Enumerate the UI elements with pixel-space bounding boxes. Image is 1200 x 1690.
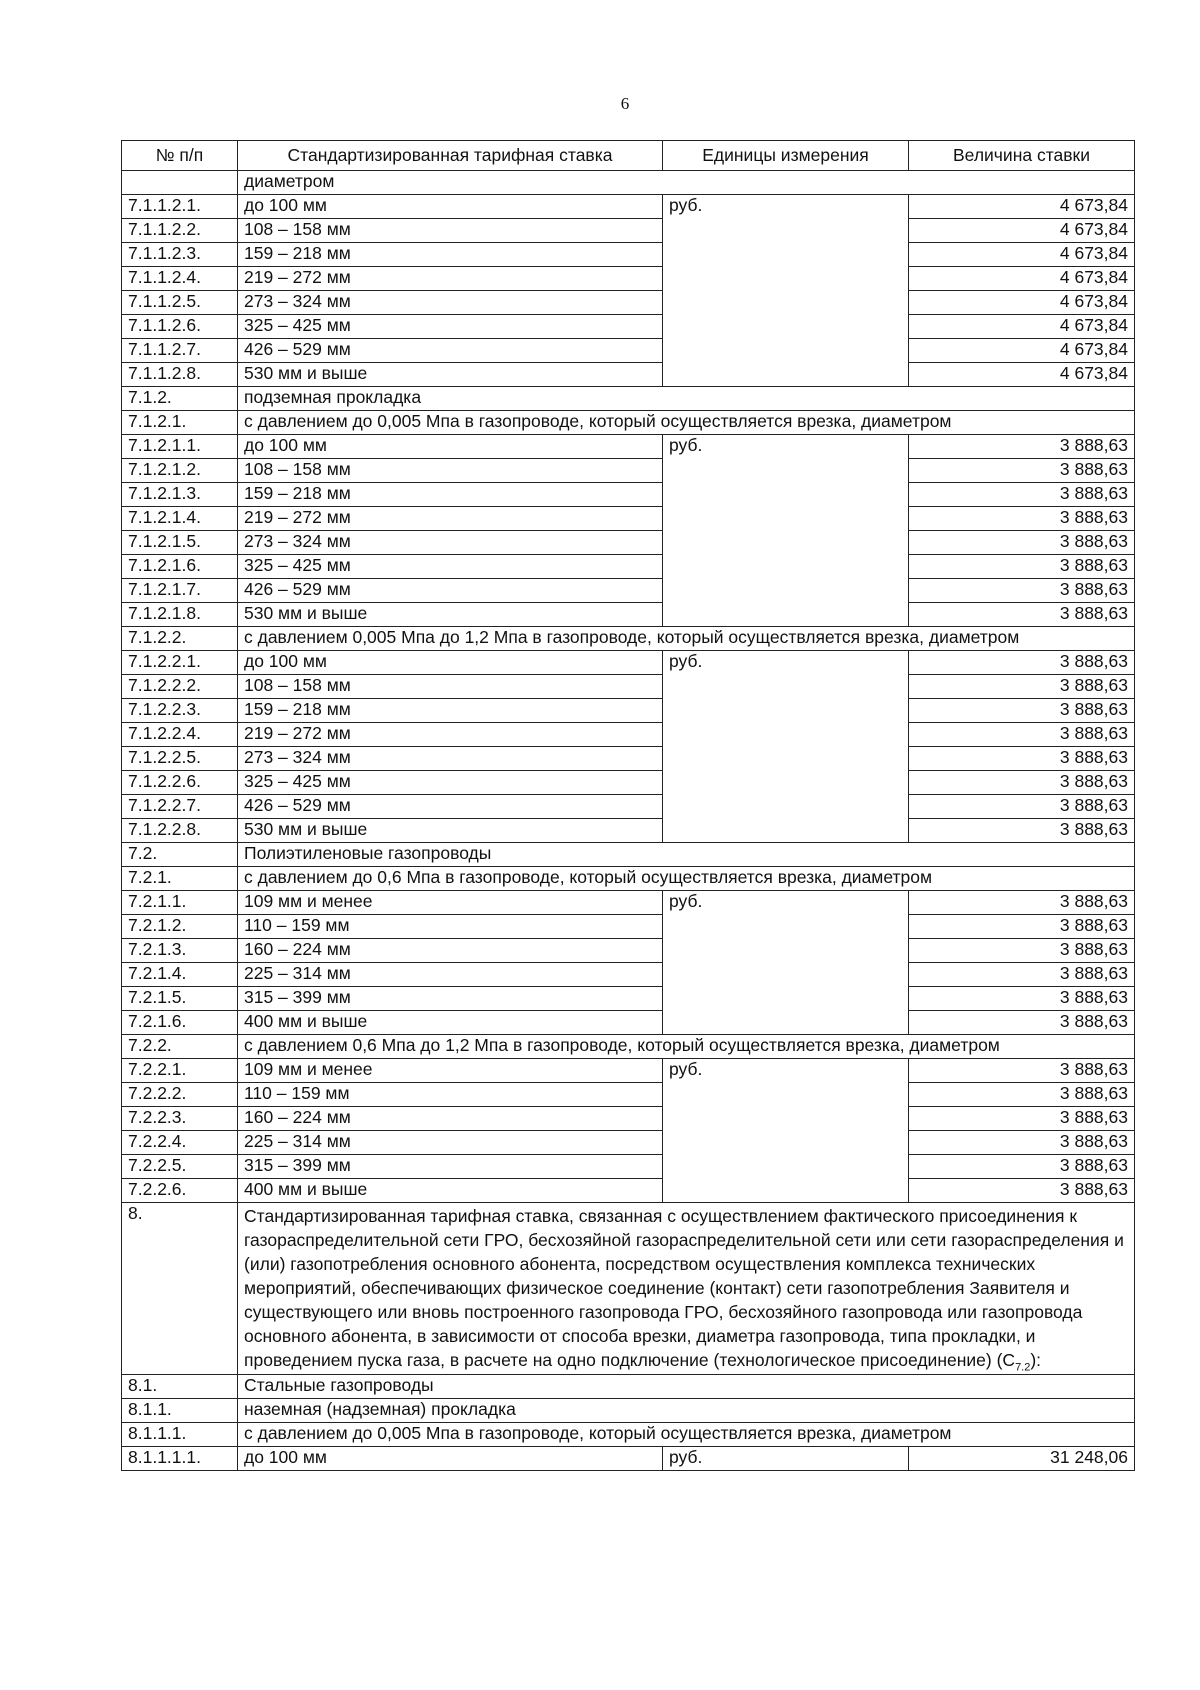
row-number: 7.1.1.2.8. bbox=[122, 363, 238, 387]
row-number: 7.1.2.2.1. bbox=[122, 651, 238, 675]
table-row bbox=[122, 459, 1135, 483]
section-title-subscript: 7.2 bbox=[1015, 1361, 1031, 1374]
header-unit: Единицы измерения bbox=[663, 141, 909, 171]
row-number: 7.1.1.2.6. bbox=[122, 315, 238, 339]
row-unit: руб. bbox=[663, 1447, 909, 1471]
row-number: 8.1.1.1. bbox=[122, 1423, 238, 1447]
section-title: наземная (надземная) прокладка bbox=[238, 1399, 1135, 1423]
row-number: 7.1.2.2.3. bbox=[122, 699, 238, 723]
row-value: 3 888,63 bbox=[909, 795, 1135, 819]
section-row bbox=[122, 1375, 1135, 1399]
section-title bbox=[238, 1203, 1135, 1375]
row-value: 3 888,63 bbox=[909, 1131, 1135, 1155]
row-number: 8. bbox=[122, 1203, 238, 1375]
row-number: 7.1.2.1. bbox=[122, 411, 238, 435]
row-description: 273 – 324 мм bbox=[238, 531, 663, 555]
row-value: 3 888,63 bbox=[909, 555, 1135, 579]
row-value: 3 888,63 bbox=[909, 531, 1135, 555]
row-description: 159 – 218 мм bbox=[238, 243, 663, 267]
section-row bbox=[122, 1399, 1135, 1423]
row-number: 7.1.2.1.4. bbox=[122, 507, 238, 531]
row-value: 3 888,63 bbox=[909, 1011, 1135, 1035]
row-number: 7.2.2. bbox=[122, 1035, 238, 1059]
row-value: 3 888,63 bbox=[909, 579, 1135, 603]
table-row bbox=[122, 915, 1135, 939]
page-number: 6 bbox=[620, 94, 630, 113]
row-description: 400 мм и выше bbox=[238, 1179, 663, 1203]
row-value: 3 888,63 bbox=[909, 1155, 1135, 1179]
table-row bbox=[122, 507, 1135, 531]
row-description: 315 – 399 мм bbox=[238, 1155, 663, 1179]
table-row bbox=[122, 195, 1135, 219]
section-title: подземная прокладка bbox=[238, 387, 1135, 411]
row-description: 530 мм и выше bbox=[238, 819, 663, 843]
row-description: до 100 мм bbox=[238, 651, 663, 675]
row-value: 3 888,63 bbox=[909, 435, 1135, 459]
row-number bbox=[122, 171, 238, 195]
row-description: 108 – 158 мм bbox=[238, 219, 663, 243]
row-description: 219 – 272 мм bbox=[238, 507, 663, 531]
row-description: 273 – 324 мм bbox=[238, 291, 663, 315]
table-row bbox=[122, 699, 1135, 723]
row-description: 219 – 272 мм bbox=[238, 267, 663, 291]
table-row bbox=[122, 579, 1135, 603]
row-number: 7.1.2.2.8. bbox=[122, 819, 238, 843]
row-value: 4 673,84 bbox=[909, 339, 1135, 363]
row-number: 7.1.2.2.5. bbox=[122, 747, 238, 771]
section-title: Полиэтиленовые газопроводы bbox=[238, 843, 1135, 867]
table-row bbox=[122, 267, 1135, 291]
row-description: 225 – 314 мм bbox=[238, 1131, 663, 1155]
row-number: 7.2.1.2. bbox=[122, 915, 238, 939]
row-description: 110 – 159 мм bbox=[238, 915, 663, 939]
table-row bbox=[122, 1447, 1135, 1471]
row-number: 7.1.1.2.5. bbox=[122, 291, 238, 315]
row-number: 7.2.1.4. bbox=[122, 963, 238, 987]
row-number: 7.2.2.2. bbox=[122, 1083, 238, 1107]
table-row bbox=[122, 747, 1135, 771]
header-value: Величина ставки bbox=[909, 141, 1135, 171]
table-row bbox=[122, 819, 1135, 843]
table-row bbox=[122, 315, 1135, 339]
row-description: 159 – 218 мм bbox=[238, 699, 663, 723]
row-number: 7.2.2.4. bbox=[122, 1131, 238, 1155]
row-description: 426 – 529 мм bbox=[238, 339, 663, 363]
table-row bbox=[122, 291, 1135, 315]
row-value: 3 888,63 bbox=[909, 459, 1135, 483]
row-value: 3 888,63 bbox=[909, 651, 1135, 675]
row-value: 3 888,63 bbox=[909, 1107, 1135, 1131]
section-row bbox=[122, 1203, 1135, 1375]
row-number: 7.1.2.1.2. bbox=[122, 459, 238, 483]
row-description: 325 – 425 мм bbox=[238, 555, 663, 579]
row-value: 31 248,06 bbox=[909, 1447, 1135, 1471]
row-number: 7.2.2.1. bbox=[122, 1059, 238, 1083]
row-number: 7.2.2.5. bbox=[122, 1155, 238, 1179]
table-row bbox=[122, 987, 1135, 1011]
table-row bbox=[122, 1059, 1135, 1083]
row-number: 7.1.1.2.7. bbox=[122, 339, 238, 363]
row-number: 7.1.1.2.4. bbox=[122, 267, 238, 291]
row-number: 7.1.2.1.7. bbox=[122, 579, 238, 603]
row-value: 3 888,63 bbox=[909, 771, 1135, 795]
section-title: с давлением до 0,005 Мпа в газопроводе, который осуществляется врезка, диаметром bbox=[238, 411, 1135, 435]
row-number: 7.2.1.1. bbox=[122, 891, 238, 915]
row-unit: руб. bbox=[663, 435, 909, 627]
row-unit: руб. bbox=[663, 1059, 909, 1203]
row-value: 3 888,63 bbox=[909, 1059, 1135, 1083]
section-title-text: Стандартизированная тарифная ставка, связанная с осуществлением фактического присоединения к газораспределительной сети ГРО, бесхозяйной газораспределительной сети или сети газораспределения и (или) газопотребления основного абонента, посредством осуществления комплекса технических мероприятий, обеспечивающих физическое соединение (контакт) сети газопотребления Заявителя и существующего или вновь построенного газопровода ГРО, бесхозяйного газопровода или газопровода основного абонента, в зависимости от способа врезки, диаметра газопровода, типа прокладки, и проведением пуска газа, в расчете на одно подключение (технологическое присоединение) (С bbox=[244, 1206, 1124, 1370]
row-number: 7.1.2.1.1. bbox=[122, 435, 238, 459]
row-number: 7.2.1.3. bbox=[122, 939, 238, 963]
row-number: 7.1.1.2.3. bbox=[122, 243, 238, 267]
row-description: 109 мм и менее bbox=[238, 1059, 663, 1083]
table-row bbox=[122, 1155, 1135, 1179]
table-row bbox=[122, 771, 1135, 795]
row-description: 109 мм и менее bbox=[238, 891, 663, 915]
row-value: 4 673,84 bbox=[909, 219, 1135, 243]
row-value: 3 888,63 bbox=[909, 987, 1135, 1011]
tariff-table-body bbox=[122, 171, 1135, 1471]
row-number: 7.2.1.5. bbox=[122, 987, 238, 1011]
row-unit: руб. bbox=[663, 651, 909, 843]
row-number: 7.2.2.3. bbox=[122, 1107, 238, 1131]
row-number: 7.2. bbox=[122, 843, 238, 867]
table-row bbox=[122, 675, 1135, 699]
row-unit: руб. bbox=[663, 891, 909, 1035]
row-value: 3 888,63 bbox=[909, 915, 1135, 939]
table-row bbox=[122, 1011, 1135, 1035]
section-title: с давлением 0,6 Мпа до 1,2 Мпа в газопроводе, который осуществляется врезка, диаметром bbox=[238, 1035, 1135, 1059]
row-description: до 100 мм bbox=[238, 195, 663, 219]
section-title: с давлением до 0,005 Мпа в газопроводе, который осуществляется врезка, диаметром bbox=[238, 1423, 1135, 1447]
row-number: 7.1.2.2.6. bbox=[122, 771, 238, 795]
row-number: 7.1.2.1.3. bbox=[122, 483, 238, 507]
row-number: 8.1.1. bbox=[122, 1399, 238, 1423]
row-number: 8.1. bbox=[122, 1375, 238, 1399]
table-row bbox=[122, 1179, 1135, 1203]
row-description: 325 – 425 мм bbox=[238, 315, 663, 339]
row-number: 8.1.1.1.1. bbox=[122, 1447, 238, 1471]
section-title-tail: ): bbox=[1030, 1350, 1042, 1370]
header-rate: Стандартизированная тарифная ставка bbox=[238, 141, 663, 171]
row-number: 7.1.2.1.8. bbox=[122, 603, 238, 627]
row-description: до 100 мм bbox=[238, 1447, 663, 1471]
row-value: 3 888,63 bbox=[909, 483, 1135, 507]
row-description: до 100 мм bbox=[238, 435, 663, 459]
table-row bbox=[122, 963, 1135, 987]
row-description: 160 – 224 мм bbox=[238, 939, 663, 963]
table-row bbox=[122, 1107, 1135, 1131]
table-row bbox=[122, 219, 1135, 243]
row-unit: руб. bbox=[663, 195, 909, 387]
row-number: 7.2.1. bbox=[122, 867, 238, 891]
tariff-table bbox=[121, 140, 1135, 1471]
row-value: 3 888,63 bbox=[909, 603, 1135, 627]
table-row bbox=[122, 723, 1135, 747]
row-number: 7.1.2.2. bbox=[122, 627, 238, 651]
row-number: 7.1.2.2.7. bbox=[122, 795, 238, 819]
table-row bbox=[122, 1131, 1135, 1155]
row-number: 7.1.1.2.1. bbox=[122, 195, 238, 219]
row-description: 315 – 399 мм bbox=[238, 987, 663, 1011]
table-row bbox=[122, 483, 1135, 507]
row-value: 3 888,63 bbox=[909, 939, 1135, 963]
row-number: 7.1.2.2.4. bbox=[122, 723, 238, 747]
section-row bbox=[122, 1035, 1135, 1059]
row-description: 108 – 158 мм bbox=[238, 675, 663, 699]
row-description: 110 – 159 мм bbox=[238, 1083, 663, 1107]
section-row bbox=[122, 627, 1135, 651]
section-row bbox=[122, 1423, 1135, 1447]
row-number: 7.1.1.2.2. bbox=[122, 219, 238, 243]
section-title: Стальные газопроводы bbox=[238, 1375, 1135, 1399]
table-row bbox=[122, 651, 1135, 675]
row-description: 325 – 425 мм bbox=[238, 771, 663, 795]
row-value: 3 888,63 bbox=[909, 675, 1135, 699]
section-row bbox=[122, 411, 1135, 435]
table-row bbox=[122, 1083, 1135, 1107]
table-row bbox=[122, 363, 1135, 387]
row-description: диаметром bbox=[238, 171, 1135, 195]
row-value: 3 888,63 bbox=[909, 891, 1135, 915]
row-value: 4 673,84 bbox=[909, 195, 1135, 219]
row-value: 4 673,84 bbox=[909, 315, 1135, 339]
table-row bbox=[122, 891, 1135, 915]
table-row bbox=[122, 795, 1135, 819]
section-title: с давлением 0,005 Мпа до 1,2 Мпа в газопроводе, который осуществляется врезка, диаметром bbox=[238, 627, 1135, 651]
section-row bbox=[122, 387, 1135, 411]
section-row bbox=[122, 843, 1135, 867]
row-value: 3 888,63 bbox=[909, 963, 1135, 987]
row-value: 4 673,84 bbox=[909, 243, 1135, 267]
header-num: № п/п bbox=[122, 141, 238, 171]
row-number: 7.2.1.6. bbox=[122, 1011, 238, 1035]
row-number: 7.1.2.2.2. bbox=[122, 675, 238, 699]
row-value: 4 673,84 bbox=[909, 291, 1135, 315]
row-value: 3 888,63 bbox=[909, 1179, 1135, 1203]
table-row bbox=[122, 339, 1135, 363]
row-description: 159 – 218 мм bbox=[238, 483, 663, 507]
table-row bbox=[122, 531, 1135, 555]
row-description: 273 – 324 мм bbox=[238, 747, 663, 771]
row-description: 400 мм и выше bbox=[238, 1011, 663, 1035]
row-value: 3 888,63 bbox=[909, 747, 1135, 771]
row-value: 3 888,63 bbox=[909, 819, 1135, 843]
row-description: 530 мм и выше bbox=[238, 603, 663, 627]
row-description: 160 – 224 мм bbox=[238, 1107, 663, 1131]
section-row bbox=[122, 867, 1135, 891]
table-row bbox=[122, 939, 1135, 963]
row-number: 7.2.2.6. bbox=[122, 1179, 238, 1203]
table-header-row bbox=[122, 141, 1135, 171]
table-row bbox=[122, 555, 1135, 579]
row-value: 4 673,84 bbox=[909, 267, 1135, 291]
table-row bbox=[122, 435, 1135, 459]
row-number: 7.1.2.1.6. bbox=[122, 555, 238, 579]
row-value: 3 888,63 bbox=[909, 507, 1135, 531]
section-title: с давлением до 0,6 Мпа в газопроводе, который осуществляется врезка, диаметром bbox=[238, 867, 1135, 891]
row-value: 3 888,63 bbox=[909, 1083, 1135, 1107]
row-value: 3 888,63 bbox=[909, 699, 1135, 723]
row-number: 7.1.2.1.5. bbox=[122, 531, 238, 555]
row-number: 7.1.2. bbox=[122, 387, 238, 411]
continuation-row bbox=[122, 171, 1135, 195]
row-description: 426 – 529 мм bbox=[238, 579, 663, 603]
row-value: 3 888,63 bbox=[909, 723, 1135, 747]
row-value: 4 673,84 bbox=[909, 363, 1135, 387]
row-description: 225 – 314 мм bbox=[238, 963, 663, 987]
row-description: 426 – 529 мм bbox=[238, 795, 663, 819]
table-row bbox=[122, 603, 1135, 627]
row-description: 108 – 158 мм bbox=[238, 459, 663, 483]
row-description: 219 – 272 мм bbox=[238, 723, 663, 747]
table-row bbox=[122, 243, 1135, 267]
row-description: 530 мм и выше bbox=[238, 363, 663, 387]
